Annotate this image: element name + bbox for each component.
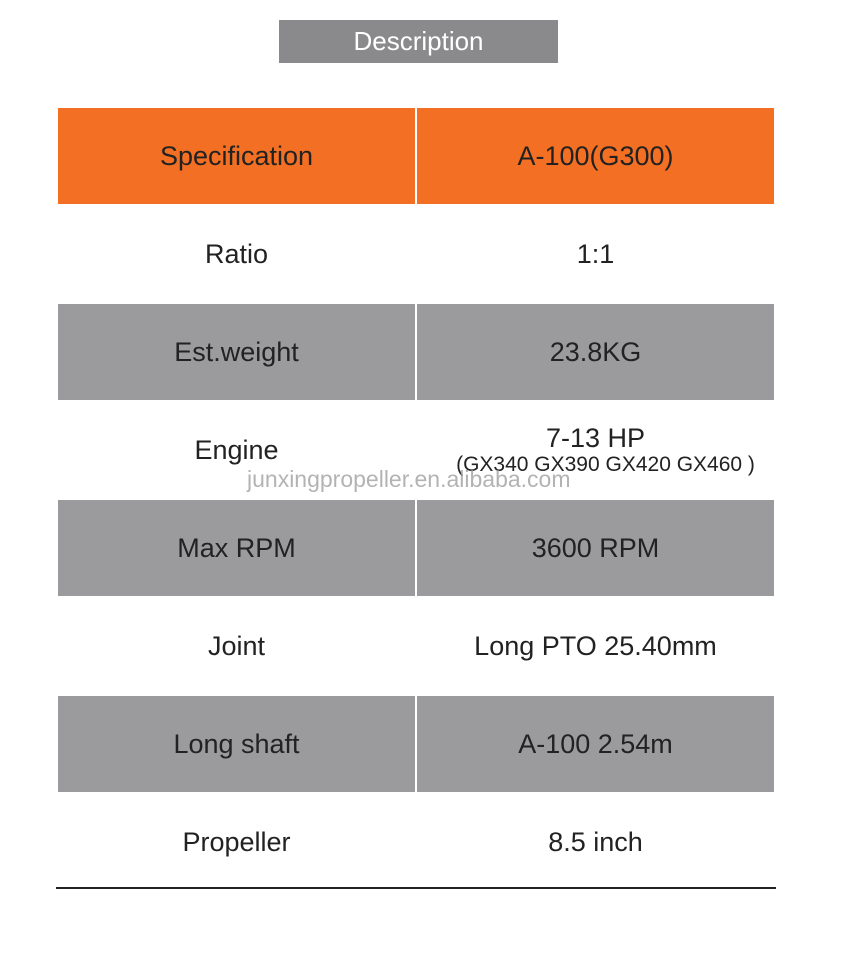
watermark: junxingpropeller.en.alibaba.com xyxy=(247,466,571,492)
table-header-row xyxy=(58,108,774,204)
bottom-divider xyxy=(56,887,776,889)
description-header xyxy=(279,20,558,63)
table-row-engine xyxy=(58,402,774,498)
row-label: Propeller xyxy=(58,794,415,890)
model-header-cell: A-100(G300) xyxy=(417,108,774,204)
row-label: Long shaft xyxy=(58,696,415,792)
table-row-weight xyxy=(58,304,774,400)
engine-hp: 7-13 HP xyxy=(545,423,646,453)
table-row-shaft xyxy=(58,696,774,792)
row-label: Ratio xyxy=(58,206,415,302)
spec-header-cell: Specification xyxy=(58,108,415,204)
row-value: 23.8KG xyxy=(417,304,774,400)
row-value: 1:1 xyxy=(417,206,774,302)
table-row-ratio xyxy=(58,206,774,302)
row-value-engine xyxy=(417,402,774,498)
engine-models: (GX340 GX390 GX420 GX460 ) xyxy=(456,453,755,476)
spec-table xyxy=(58,108,774,892)
row-label: Est.weight xyxy=(58,304,415,400)
description-title: Description xyxy=(353,26,484,56)
table-row-joint xyxy=(58,598,774,694)
row-value: 8.5 inch xyxy=(417,794,774,890)
table-row-propeller xyxy=(58,794,774,890)
row-label: Engine xyxy=(58,402,415,498)
row-label: Max RPM xyxy=(58,500,415,596)
table-row-rpm xyxy=(58,500,774,596)
row-value: Long PTO 25.40mm xyxy=(417,598,774,694)
row-value: A-100 2.54m xyxy=(417,696,774,792)
row-value: 3600 RPM xyxy=(417,500,774,596)
row-label: Joint xyxy=(58,598,415,694)
